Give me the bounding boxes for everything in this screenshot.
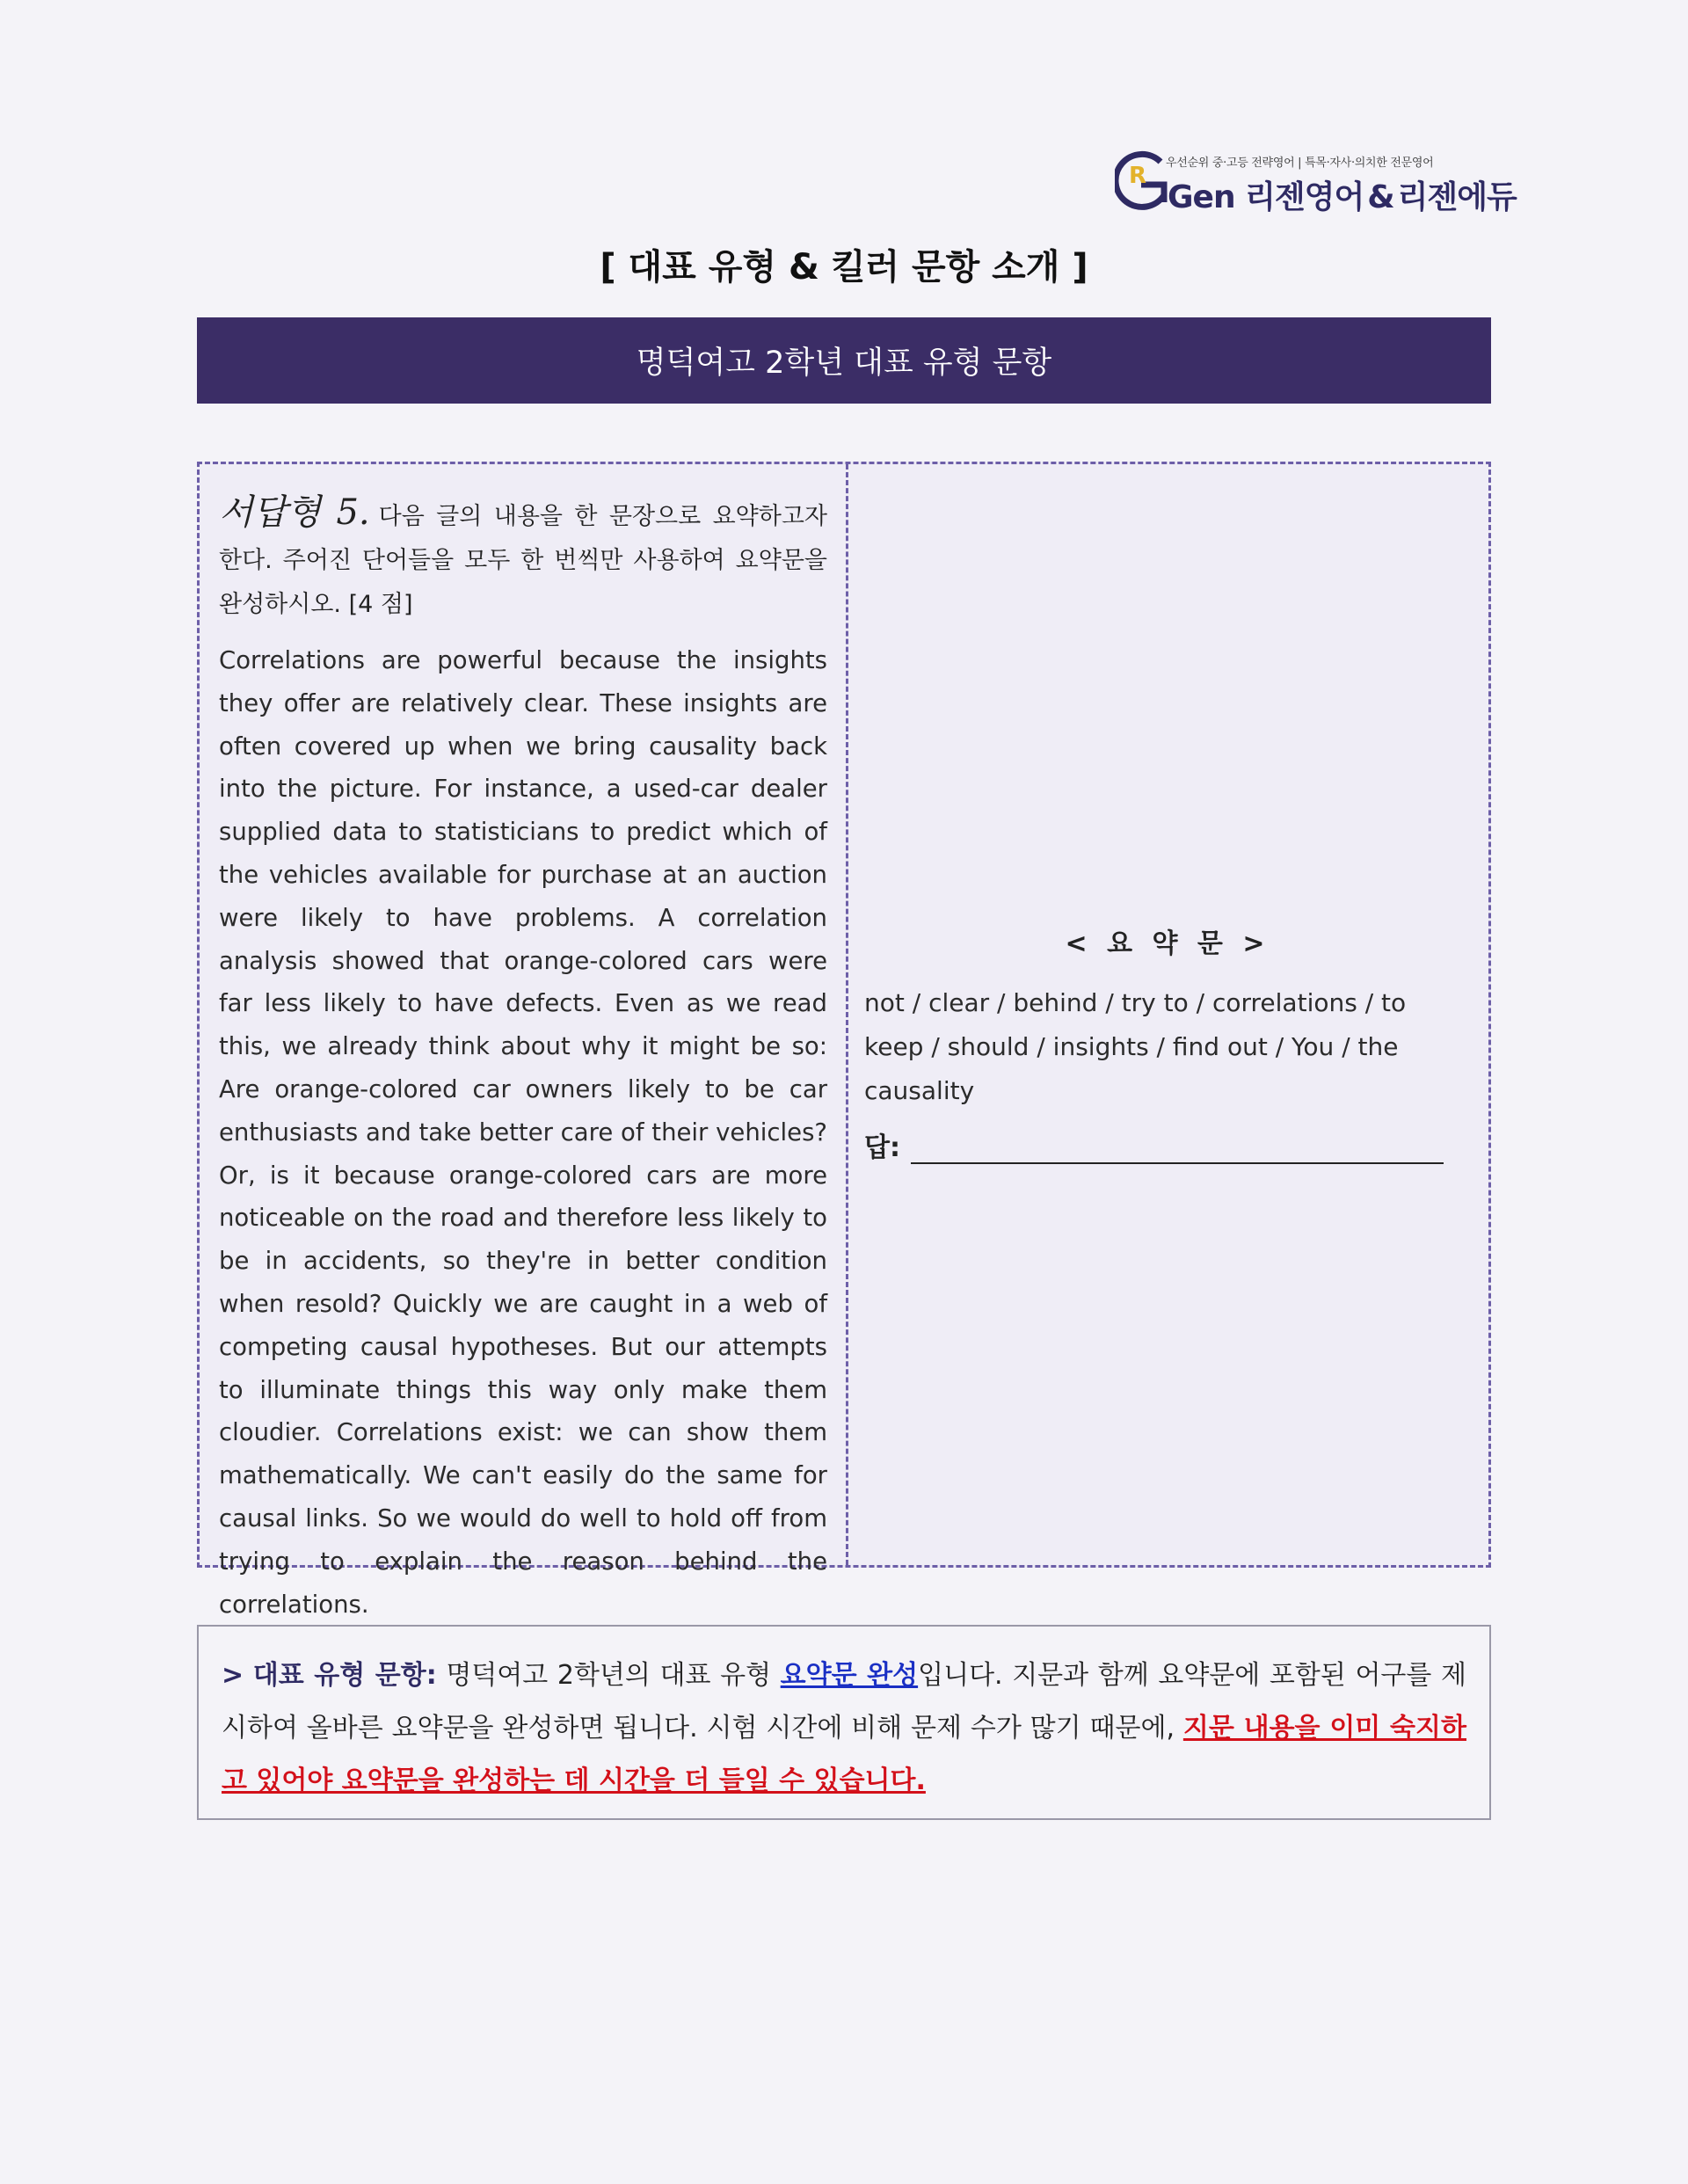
logo-brand-name	[1168, 172, 1517, 217]
note-label: 대표 유형 문항:	[252, 1660, 437, 1691]
banner-text: 명덕여고 2학년 대표 유형 문항	[636, 346, 1052, 381]
note-box	[197, 1625, 1491, 1820]
question-box	[197, 462, 1491, 1619]
answer-line	[864, 1125, 1471, 1164]
summary-title: < 요 약 문 >	[1065, 928, 1270, 959]
logo	[1115, 149, 1517, 215]
question-instruction: 다음 글의 내용을 한 문장으로 요약하고자 한다. 주어진 단어들을 모두 한 번씩만 사용하여 요약문을 완성하시오.	[219, 503, 827, 618]
question-number: 서답형 5.	[219, 492, 370, 533]
note-highlight-blue: 요약문 완성	[780, 1660, 919, 1691]
logo-brand-left: Gen 리젠영어	[1168, 179, 1364, 215]
note-text-1: 명덕여고 2학년의 대표 유형	[436, 1660, 781, 1691]
question-left-column	[219, 491, 827, 1626]
column-divider	[846, 464, 848, 1565]
note-text-2: 입니다. 지문과 함께 요약문에 포함된 어구를 제시하여 올바른 요약문을 완성하면 됩니다. 시험 시간에 비해 문제 수가 많기 때문에,	[222, 1660, 1466, 1744]
answer-label: 답:	[864, 1132, 900, 1163]
logo-mark-letter: R	[1129, 163, 1147, 189]
logo-brand-amp: &	[1367, 179, 1394, 215]
logo-tagline: 우선순위 중·고등 전략영어 | 특목·자사·의치한 전문영어	[1166, 157, 1434, 170]
logo-brand-right: 리젠에듀	[1397, 179, 1517, 215]
note-highlight-red: 지문 내용을 이미 숙지하고 있어야 요약문을 완성하는 데 시간을 더 들일 수 있습니다.	[222, 1713, 1466, 1796]
question-points: [4 점]	[348, 591, 413, 618]
section-banner	[197, 317, 1491, 404]
summary-word-bank: not / clear / behind / try to / correlations / to keep / should / insights / find out / You / the causality	[864, 988, 1407, 1105]
answer-blank	[911, 1139, 1444, 1164]
page-title: [ 대표 유형 & 킬러 문항 소개 ]	[600, 247, 1088, 288]
note-marker: >	[222, 1660, 244, 1691]
question-passage: Correlations are powerful because the insights they offer are relatively clear. These insights are often covered up when we bring causality back into the picture. For instance, a used-car dealer supplied data to statisticians to predict which of the vehicles available for purchase at an auction were likely to have problems. A correlation analysis showed that orange-colored cars were far less likely to have defects. Even as we read this, we already think about why it might be so: Are orange-colored car owners likely to be car enthusiasts and take better care of their vehicles? Or, is it because orange-colored cars are more noticeable on the road and therefore less likely to be in accidents, so they're in better condition when resold? Quickly we are caught in a web of competing causal hypotheses. But our attempts to illuminate things this way only make them cloudier. Correlations exist: we can show them mathematically. We can't easily do the same for causal links. So we would do well to hold off from trying to explain the reason behind the correlations.	[219, 646, 827, 1619]
summary-section	[864, 921, 1471, 1164]
question-header	[219, 491, 827, 627]
